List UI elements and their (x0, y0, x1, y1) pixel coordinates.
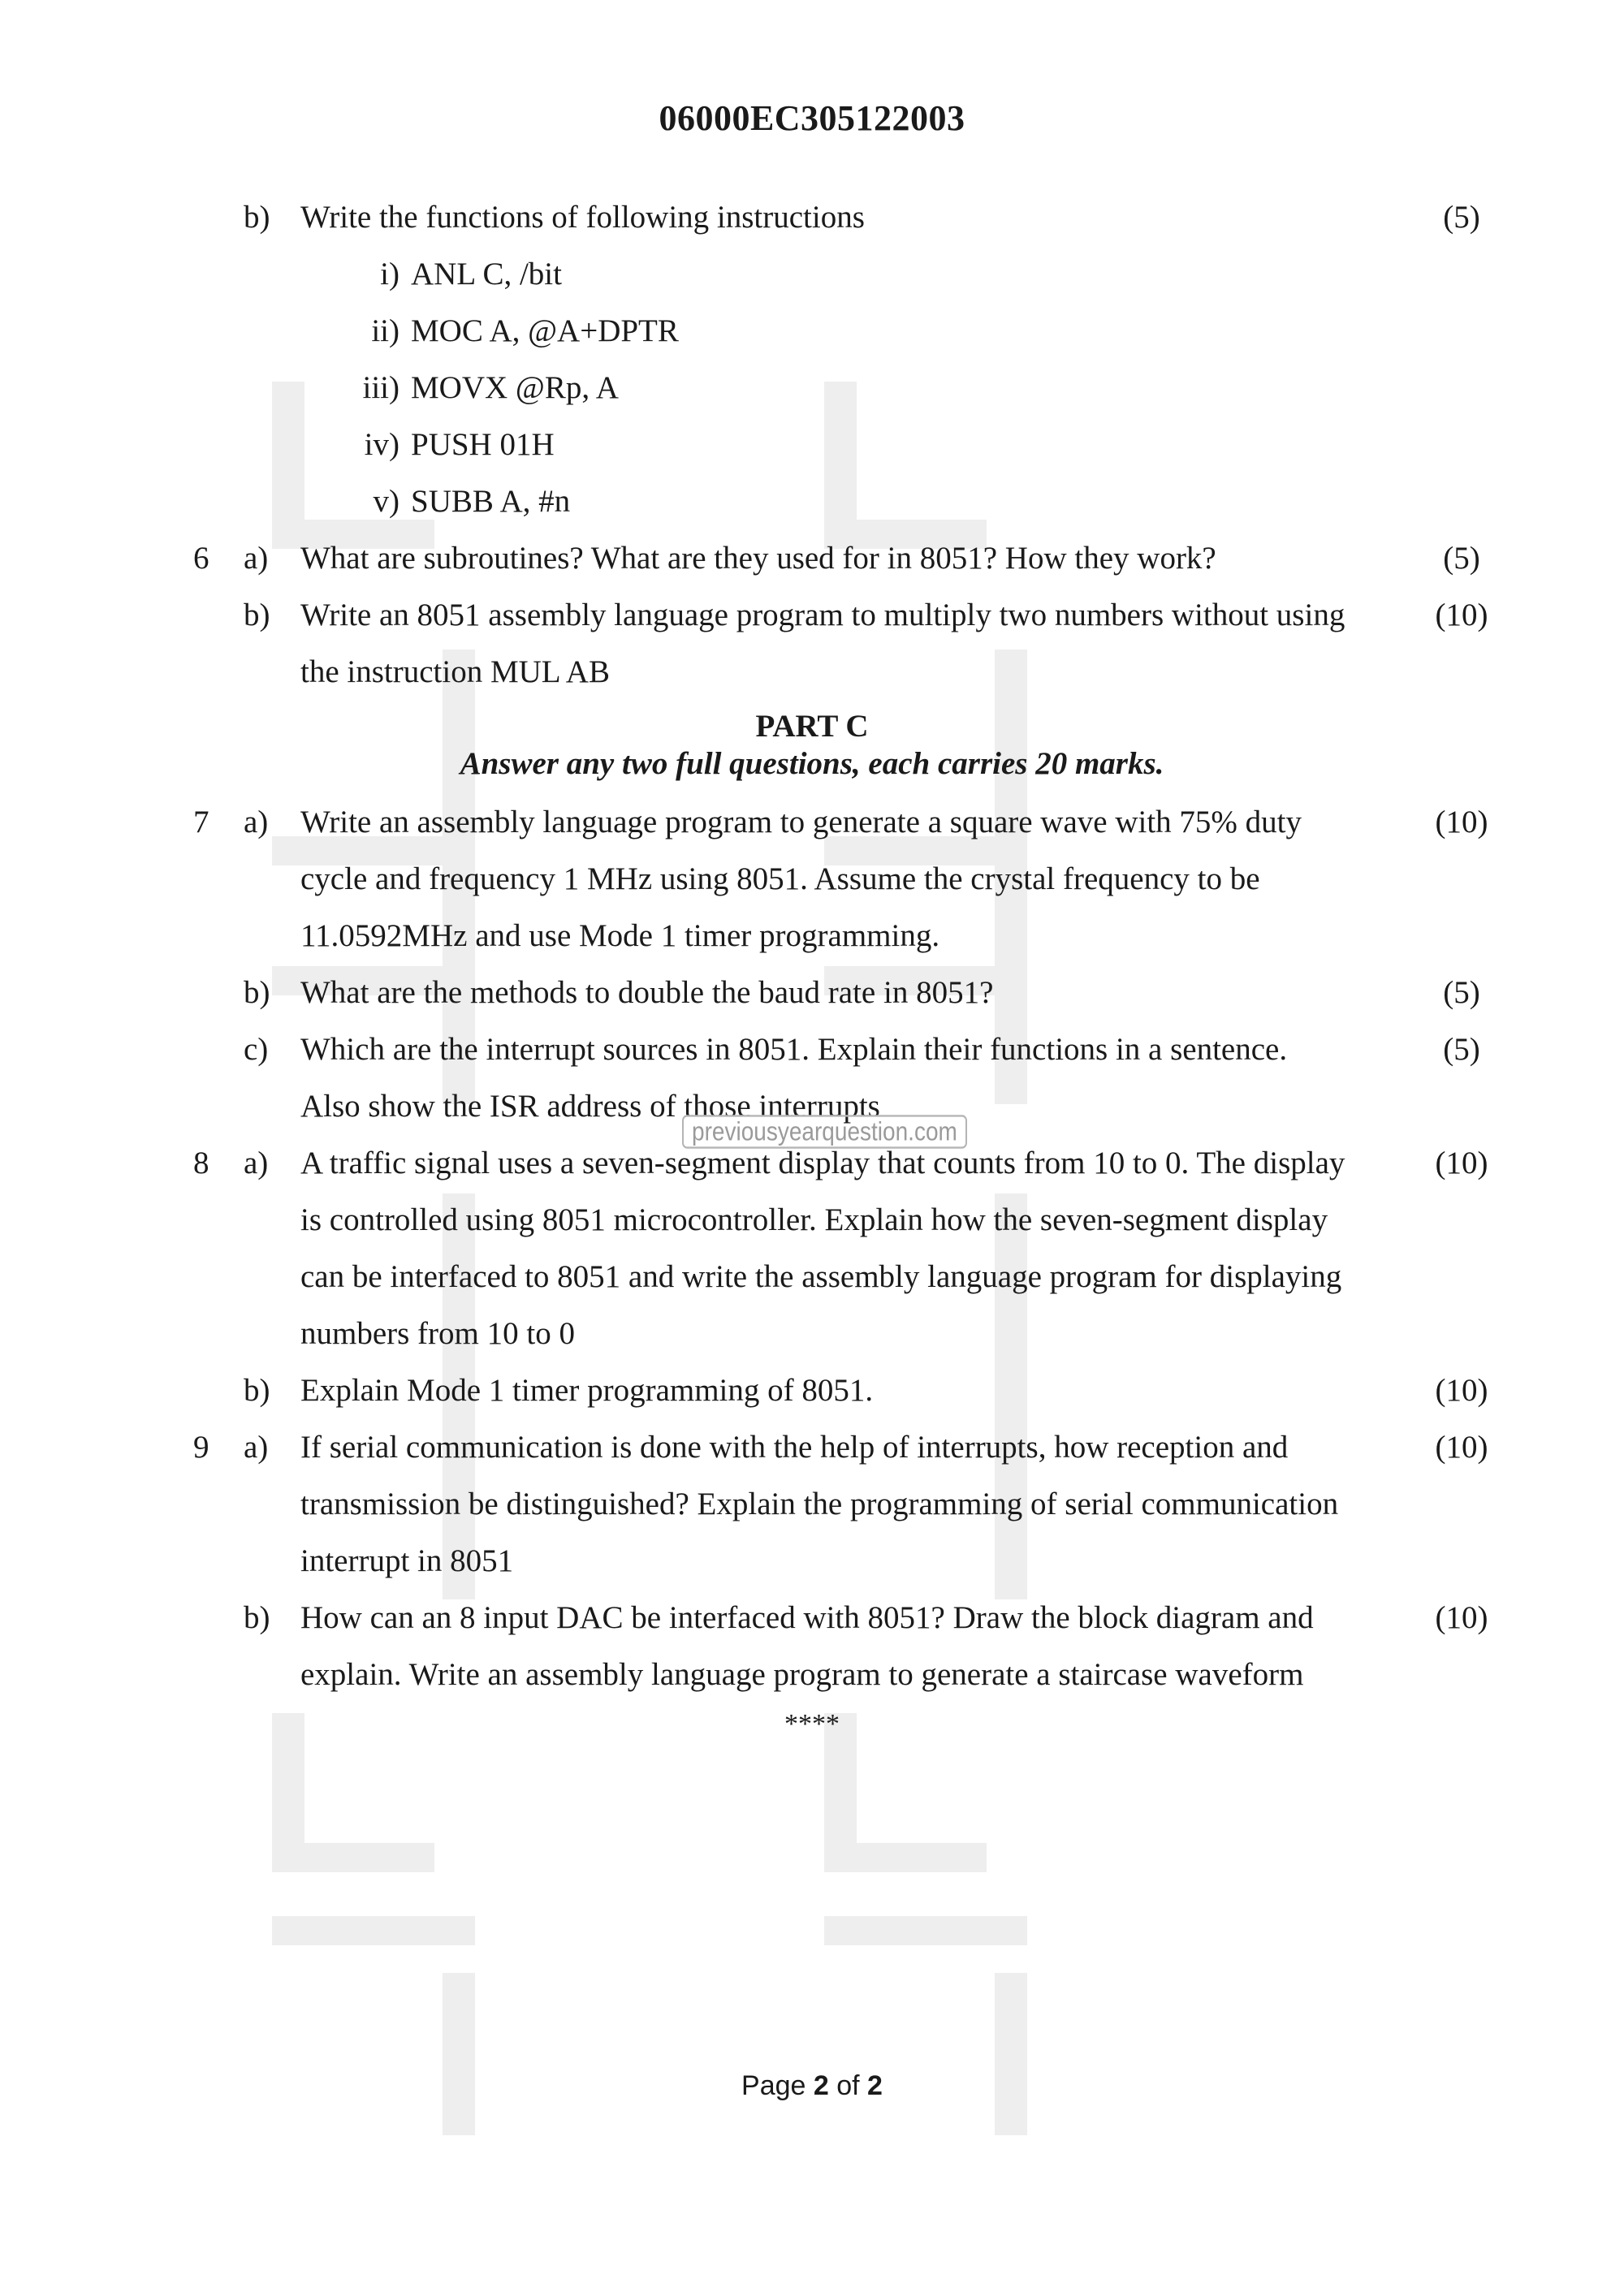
part-label: b) (244, 1373, 270, 1408)
part-label: b) (244, 200, 270, 235)
footer-current-page: 2 (813, 2070, 829, 2101)
question-text: A traffic signal uses a seven-segment display that counts from 10 to 0. The display (300, 1146, 1345, 1180)
question-text: Write the functions of following instructions (300, 200, 865, 235)
question-text: Write an assembly language program to generate a square wave with 75% duty (300, 805, 1302, 839)
part-label: b) (244, 1600, 270, 1635)
part-label: a) (244, 541, 269, 576)
footer-total-pages: 2 (867, 2070, 883, 2101)
question-number: 7 (193, 805, 209, 839)
question-text: interrupt in 8051 (300, 1543, 514, 1578)
marks: (10) (1435, 1373, 1488, 1408)
item-number: iv) (364, 427, 400, 462)
marks: (10) (1435, 1600, 1488, 1635)
marks: (5) (1443, 975, 1480, 1010)
part-label: a) (244, 1146, 269, 1180)
part-label: a) (244, 805, 269, 839)
part-label: a) (244, 1430, 269, 1465)
question-text: Explain Mode 1 timer programming of 8051. (300, 1373, 874, 1408)
part-c-instruction: Answer any two full questions, each carries 20 marks. (460, 746, 1164, 781)
watermark-stamp: previousyearquestion.com (682, 1115, 967, 1148)
question-text: Write an 8051 assembly language program to multiply two numbers without using (300, 598, 1345, 632)
item-number: i) (380, 257, 400, 291)
part-label: b) (244, 975, 270, 1010)
marks: (5) (1443, 1032, 1480, 1067)
question-text: is controlled using 8051 microcontroller. Explain how the seven-segment display (300, 1202, 1328, 1237)
question-text: If serial communication is done with the help of interrupts, how reception and (300, 1430, 1289, 1465)
item-text: PUSH 01H (411, 427, 555, 462)
item-number: v) (373, 484, 400, 519)
item-number: iii) (362, 370, 400, 405)
marks: (10) (1435, 805, 1488, 839)
page-footer (0, 2070, 1624, 2102)
part-label: b) (244, 598, 270, 632)
item-number: ii) (371, 313, 400, 348)
part-c-title: PART C (755, 709, 869, 744)
paper-code: 06000EC305122003 (659, 98, 965, 138)
footer-prefix: Page (741, 2070, 814, 2101)
marks: (10) (1435, 1430, 1488, 1465)
question-text: the instruction MUL AB (300, 654, 610, 689)
question-text: cycle and frequency 1 MHz using 8051. Assume the crystal frequency to be (300, 861, 1260, 896)
question-text: explain. Write an assembly language program to generate a staircase waveform (300, 1657, 1304, 1692)
footer-middle: of (828, 2070, 868, 2101)
marks: (10) (1435, 598, 1488, 632)
question-text: can be interfaced to 8051 and write the assembly language program for displaying (300, 1259, 1342, 1294)
question-text: transmission be distinguished? Explain the programming of serial communication (300, 1487, 1339, 1521)
marks: (5) (1443, 541, 1480, 576)
question-text: Which are the interrupt sources in 8051. Explain their functions in a sentence. (300, 1032, 1288, 1067)
question-number: 8 (193, 1146, 209, 1180)
question-text: What are subroutines? What are they used for in 8051? How they work? (300, 541, 1216, 576)
question-text: Also show the ISR address of those interrupts (300, 1089, 880, 1124)
question-text: numbers from 10 to 0 (300, 1316, 575, 1351)
part-label: c) (244, 1032, 269, 1067)
marks: (5) (1443, 200, 1480, 235)
marks: (10) (1435, 1146, 1488, 1180)
question-number: 9 (193, 1430, 209, 1465)
question-text: How can an 8 input DAC be interfaced with 8051? Draw the block diagram and (300, 1600, 1314, 1635)
question-text: 11.0592MHz and use Mode 1 timer programming. (300, 918, 940, 953)
item-text: MOVX @Rp, A (411, 370, 619, 405)
item-text: SUBB A, #n (411, 484, 571, 519)
item-text: MOC A, @A+DPTR (411, 313, 679, 348)
question-text: What are the methods to double the baud rate in 8051? (300, 975, 994, 1010)
end-marker: **** (784, 1709, 840, 1739)
item-text: ANL C, /bit (411, 257, 562, 291)
question-number: 6 (193, 541, 209, 576)
